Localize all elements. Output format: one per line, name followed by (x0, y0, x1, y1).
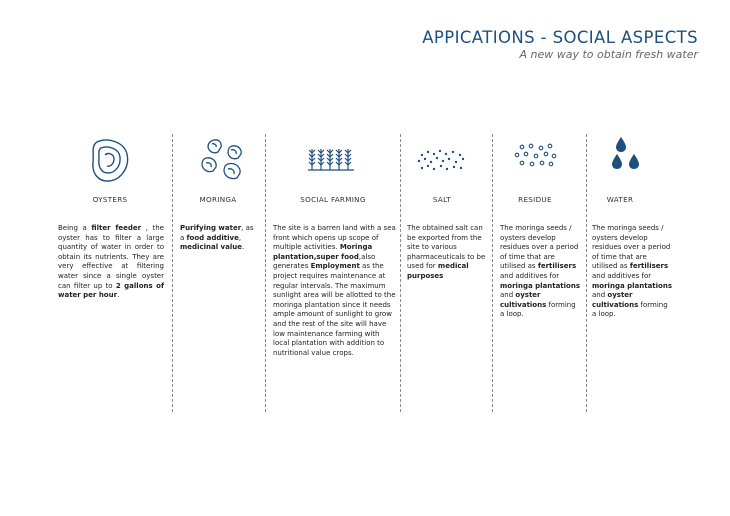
column-text-social-farming (273, 224, 397, 358)
column-text-oysters (58, 224, 164, 301)
text-segment: , as a (180, 224, 254, 242)
page-subtitle: A new way to obtain fresh water (519, 48, 698, 61)
column-divider (492, 134, 493, 412)
column-divider (172, 134, 173, 412)
bold-text-segment: filter feeder (91, 224, 142, 232)
text-segment: The site is a barren land with a sea front which opens up scope of multiple activities. (273, 224, 396, 252)
text-segment: ,also generates (273, 252, 376, 271)
text-segment: and (592, 291, 608, 300)
bold-text-segment: fertilisers (537, 262, 577, 271)
column-label-salt: SALT (432, 195, 452, 204)
text-segment: . (241, 243, 245, 252)
text-segment: The obtained salt can be exported from the site to various pharmaceuticals to be used for (407, 224, 486, 271)
text-segment: and additives for (592, 271, 652, 280)
crops-icon (308, 146, 354, 172)
column-divider (586, 134, 587, 412)
water-drops-icon (609, 136, 643, 176)
text-segment: as the project requires maintenance at regular intervals. The maximum sunlight area will be allotted to the moringa plantation since it needs ample amount of sunlight to grow and the rest of the site will have low maintenance farming with local plantation with addition to nutritional value crops. (273, 262, 396, 357)
moringa-seeds-icon (196, 136, 250, 184)
bold-text-segment: food additive (186, 233, 239, 242)
column-divider (400, 134, 401, 412)
column-label-oysters: OYSTERS (92, 195, 128, 204)
column-label-water: WATER (606, 195, 634, 204)
bold-text-segment: medicinal value (180, 243, 242, 252)
text-segment: . (117, 291, 120, 300)
bold-text-segment: 2 gallons of water per hour (58, 281, 164, 300)
column-label-moringa: MORINGA (199, 195, 237, 204)
bold-text-segment: oyster cultivations (592, 291, 639, 309)
bold-text-segment: moringa plantations (592, 281, 673, 290)
column-label-social-farming: SOCIAL FARMING (300, 195, 366, 204)
bold-text-segment: Employment (310, 262, 360, 271)
text-segment: The moringa seeds / oysters develop residues over a period of time that are utilised as (500, 224, 579, 271)
bold-text-segment: fertilisers (629, 262, 669, 271)
bold-text-segment: Moringa plantation,super food (273, 243, 373, 261)
text-segment: and (500, 291, 516, 300)
text-segment: , (238, 233, 242, 242)
column-text-salt (407, 224, 487, 282)
page-title: APPICATIONS - SOCIAL ASPECTS (422, 28, 698, 47)
text-segment: Being a (58, 224, 92, 232)
text-segment: The moringa seeds / oysters develop residues over a period of time that are utilised as (592, 224, 671, 271)
bold-text-segment: moringa plantations (500, 281, 581, 290)
column-text-moringa (180, 224, 260, 253)
salt-dots-icon (416, 148, 468, 174)
bold-text-segment: medical purposes (407, 262, 469, 280)
residue-dots-icon (512, 142, 558, 170)
column-label-residue: RESIDUE (518, 195, 552, 204)
bold-text-segment: oyster cultivations (500, 291, 547, 309)
text-segment: , the oyster has to filter a large quantity of water in order to obtain its nutrients. They are very effective at filtering water since a single oyster can filter up to (58, 224, 164, 290)
column-text-water (592, 224, 672, 320)
column-text-residue (500, 224, 582, 320)
text-segment: and additives for (500, 271, 560, 280)
text-segment: forming a loop. (500, 300, 576, 319)
column-divider (265, 134, 266, 412)
bold-text-segment: Purifying water (180, 224, 242, 232)
text-segment: forming a loop. (592, 300, 668, 319)
oyster-icon (88, 138, 132, 184)
